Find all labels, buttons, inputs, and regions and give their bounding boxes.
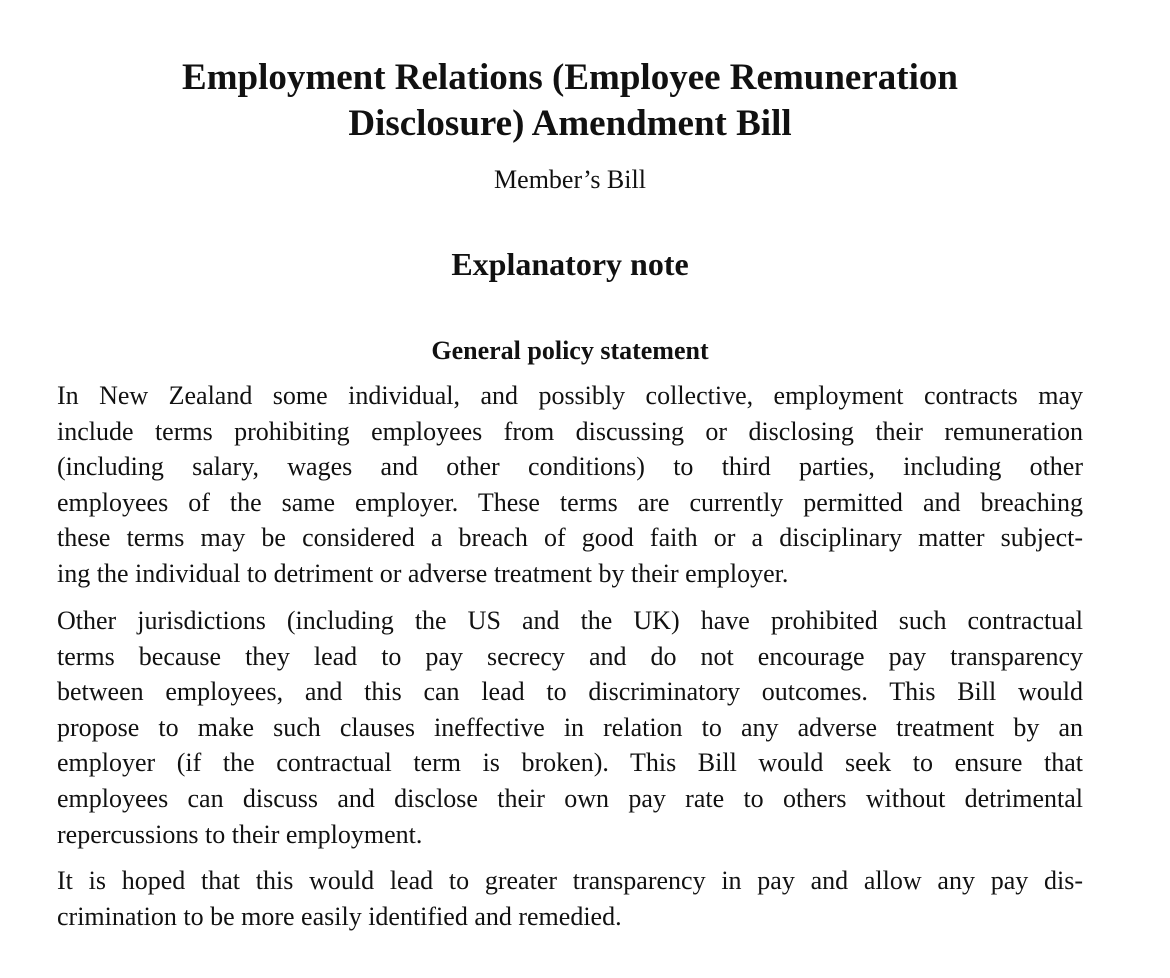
text-line: employer (if the contractual term is broken). This Bill would seek to ensure that xyxy=(57,748,1083,778)
bill-type-subtitle: Member’s Bill xyxy=(494,165,646,194)
text-line: ing the individual to detriment or adverse treatment by their employer. xyxy=(57,558,789,588)
text-line: terms because they lead to pay secrecy and do not encourage pay transparency xyxy=(57,641,1083,671)
text-line: repercussions to their employment. xyxy=(57,819,423,849)
general-policy-statement-heading: General policy statement xyxy=(431,336,709,365)
policy-paragraph-1 xyxy=(57,378,1083,592)
text-line: propose to make such clauses ineffective in relation to any adverse treatment by an xyxy=(57,712,1083,742)
bill-title xyxy=(0,55,1140,147)
text-line: employees of the same employer. These terms are currently permitted and breaching xyxy=(57,487,1083,517)
policy-paragraph-2 xyxy=(57,603,1083,852)
policy-paragraph-3 xyxy=(57,863,1083,934)
text-line: include terms prohibiting employees from discussing or disclosing their remuneration xyxy=(57,416,1083,446)
text-line: (including salary, wages and other conditions) to third parties, including other xyxy=(57,452,1083,482)
text-line: these terms may be considered a breach of good faith or a disciplinary matter subject- xyxy=(57,523,1083,553)
text-line: between employees, and this can lead to discriminatory outcomes. This Bill would xyxy=(57,677,1083,707)
bill-title-line: Disclosure) Amendment Bill xyxy=(348,103,792,144)
text-line: In New Zealand some individual, and possibly collective, employment contracts may xyxy=(57,381,1083,410)
text-line: crimination to be more easily identified and remedied. xyxy=(57,901,622,931)
text-line: It is hoped that this would lead to greater transparency in pay and allow any pay dis- xyxy=(57,866,1083,895)
bill-title-line: Employment Relations (Employee Remuneration xyxy=(182,57,958,98)
explanatory-note-heading: Explanatory note xyxy=(451,246,689,282)
text-line: employees can discuss and disclose their own pay rate to others without detrimental xyxy=(57,783,1083,813)
text-line: Other jurisdictions (including the US and the UK) have prohibited such contractual xyxy=(57,606,1083,635)
